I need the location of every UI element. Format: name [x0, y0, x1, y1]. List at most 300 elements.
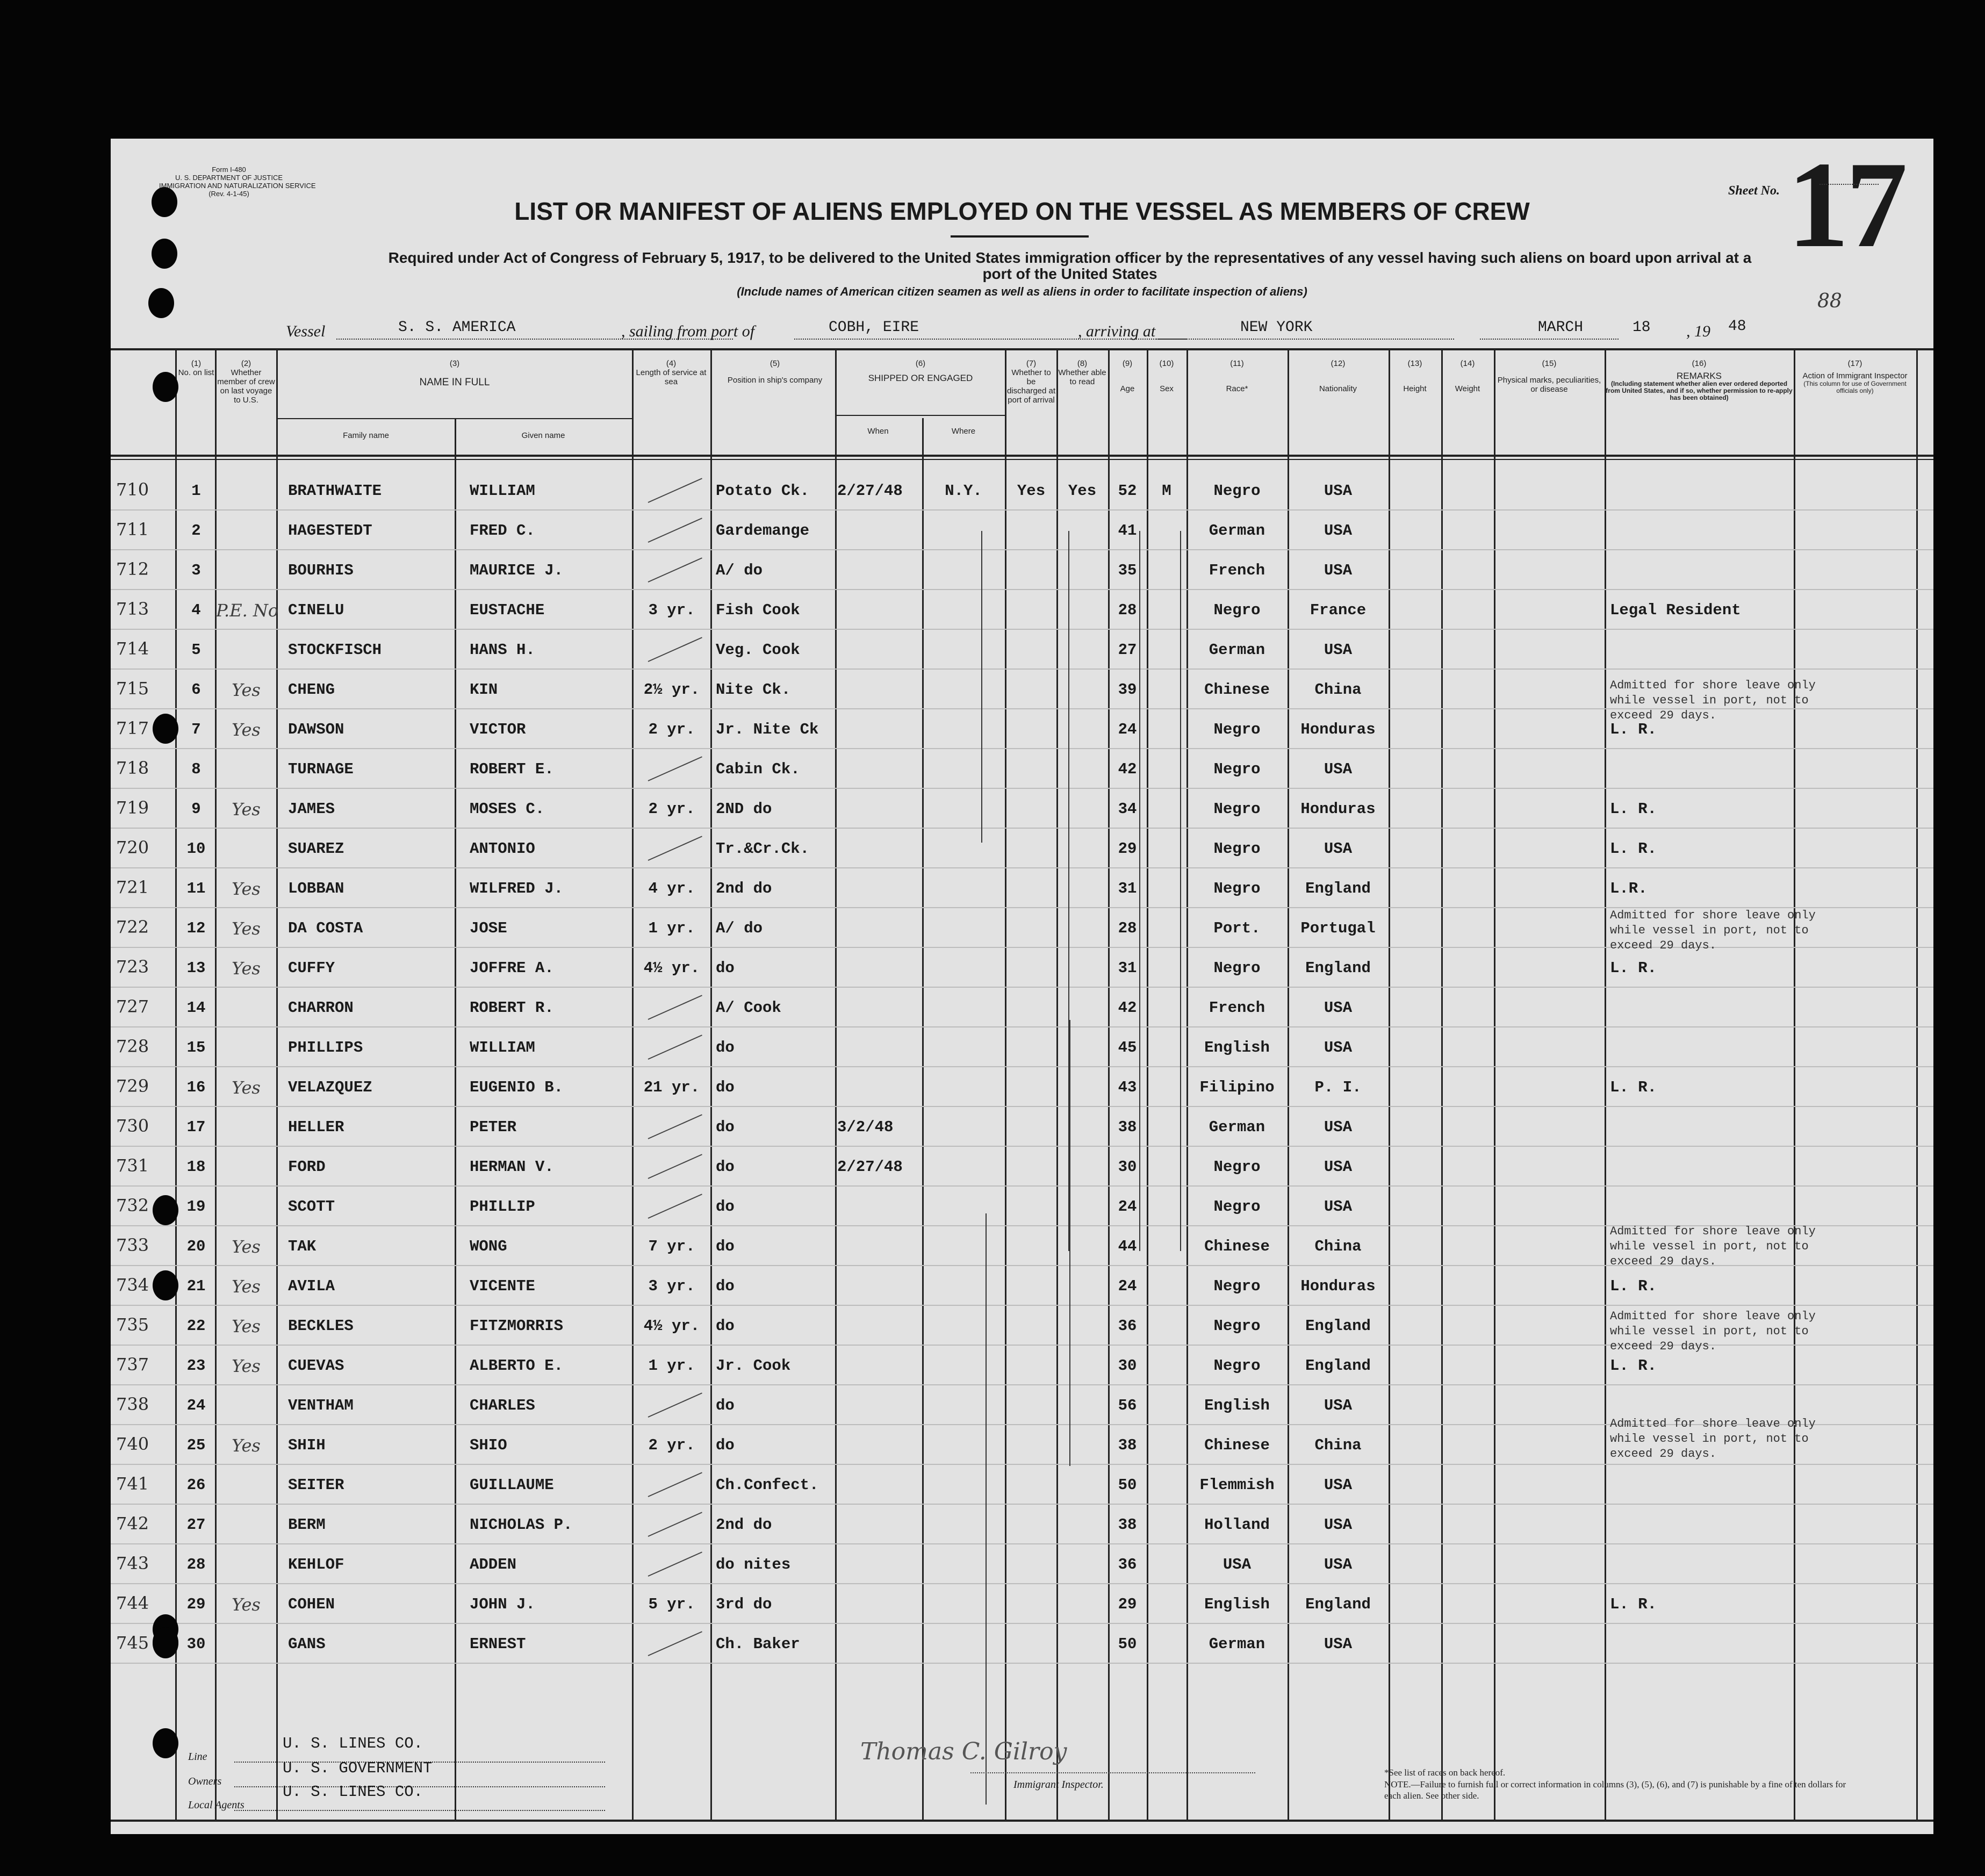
cell-where: [922, 1314, 1005, 1338]
header-weight: (14) Weight: [1455, 359, 1480, 393]
cell-family: AVILA: [288, 1277, 335, 1295]
cell-position: do: [716, 1317, 735, 1335]
cell-prev: [216, 996, 276, 1020]
cell-where: [922, 957, 1005, 980]
table-row: [111, 1188, 1933, 1226]
cell-no: 11: [186, 880, 206, 897]
cell-when: 2/27/48: [837, 1158, 903, 1176]
margin-line-number: 734: [116, 1275, 149, 1295]
cell-position: Veg. Cook: [716, 641, 800, 659]
margin-line-number: 728: [116, 1036, 149, 1056]
cell-no: 13: [186, 959, 206, 977]
cell-read: [1056, 519, 1108, 543]
cell-given: JOFFRE A.: [470, 959, 554, 977]
cell-race: Negro: [1213, 880, 1261, 897]
cell-remarks: [1610, 1195, 1794, 1219]
cell-when: [837, 1513, 921, 1537]
cell-no: 24: [186, 1397, 206, 1414]
year-prefix: , 19: [1686, 322, 1710, 340]
cell-sex: [1147, 1354, 1186, 1378]
cell-where: [922, 797, 1005, 821]
cell-when: [837, 1553, 921, 1577]
shore-leave-note: Admitted for shore leave only while vessel in port, not to exceed 29 days.: [1610, 1310, 1816, 1353]
cell-nationality: USA: [1324, 1397, 1353, 1414]
header-discharged: (7) Whether to be discharged at port of arrival: [1006, 359, 1056, 405]
table-row: [111, 512, 1933, 550]
header-no-on-list: (1) No. on list: [178, 359, 214, 377]
cell-remarks: [1610, 1155, 1794, 1179]
cell-where: [922, 1434, 1005, 1457]
cell-no: 27: [186, 1516, 206, 1534]
cell-race: USA: [1222, 1556, 1252, 1573]
cell-position: A/ do: [716, 562, 763, 579]
cell-prev: Yes: [232, 1356, 261, 1376]
table-row: [111, 830, 1933, 868]
cell-no: 9: [191, 800, 201, 818]
cell-age: 50: [1118, 1635, 1137, 1653]
row-rule: [111, 1663, 1933, 1664]
cell-family: SCOTT: [288, 1198, 335, 1216]
cell-read: [1056, 678, 1108, 702]
cell-remarks: [1610, 1394, 1794, 1418]
cell-when: [837, 519, 921, 543]
cell-nationality: Honduras: [1300, 721, 1376, 738]
cell-discharged: [1006, 1314, 1056, 1338]
margin-line-number: 742: [116, 1513, 149, 1534]
cell-remarks: [1610, 1633, 1794, 1656]
cell-when: [837, 1354, 921, 1378]
cell-discharged: [1006, 1155, 1056, 1179]
cell-service: 1 yr.: [648, 919, 695, 937]
cell-age: 31: [1118, 959, 1137, 977]
cell-no: 15: [186, 1039, 206, 1056]
cell-family: BRATHWAITE: [288, 482, 382, 500]
cell-read: [1056, 1354, 1108, 1378]
cell-where: [922, 1036, 1005, 1060]
cell-read: [1056, 718, 1108, 742]
cell-when: [837, 877, 921, 901]
cell-race: English: [1204, 1595, 1270, 1613]
arrival-day: 18: [1632, 319, 1651, 336]
cell-no: 25: [186, 1436, 206, 1454]
cell-race: German: [1209, 522, 1265, 540]
cell-prev: Yes: [232, 680, 261, 700]
cell-service: 3 yr.: [648, 601, 695, 619]
cell-when: [837, 559, 921, 583]
row-rule: [111, 1504, 1933, 1505]
cell-nationality: USA: [1324, 1516, 1353, 1534]
cell-position: Potato Ck.: [716, 482, 810, 500]
table-header-rule: [111, 455, 1933, 457]
cell-discharged: [1006, 1076, 1056, 1099]
cell-sex: [1147, 1434, 1186, 1457]
cell-discharged: [1006, 957, 1056, 980]
margin-line-number: 743: [116, 1553, 149, 1573]
cell-nationality: England: [1305, 1595, 1371, 1613]
cell-age: 39: [1118, 681, 1137, 699]
cell-where: [922, 1155, 1005, 1179]
cell-family: STOCKFISCH: [288, 641, 382, 659]
cell-read: [1056, 1633, 1108, 1656]
cell-no: 21: [186, 1277, 206, 1295]
cell-race: Chinese: [1204, 681, 1270, 699]
cell-race: French: [1209, 999, 1265, 1017]
cell-position: do: [716, 1118, 735, 1136]
header-remarks: (16) REMARKS (Including statement whether alien ever ordered deported from United States, and if so, whether permission to re-apply has been obtained): [1606, 359, 1793, 401]
cell-prev: [216, 1036, 276, 1060]
cell-race: Chinese: [1204, 1436, 1270, 1454]
cell-nationality: USA: [1324, 760, 1353, 778]
cell-read: [1056, 1076, 1108, 1099]
margin-line-number: 723: [116, 957, 149, 977]
header-race: (11) Race*: [1226, 359, 1248, 393]
cell-position: do: [716, 1397, 735, 1414]
cell-prev: [216, 758, 276, 781]
cell-family: DA COSTA: [288, 919, 363, 937]
margin-line-number: 717: [116, 718, 149, 738]
line-value: U. S. LINES CO.: [283, 1735, 423, 1752]
row-rule: [111, 788, 1933, 789]
cell-given: FITZMORRIS: [470, 1317, 564, 1335]
shore-leave-note: Admitted for shore leave only while vessel in port, not to exceed 29 days.: [1610, 1417, 1816, 1461]
cell-position: do: [716, 1158, 735, 1176]
cell-age: 50: [1118, 1476, 1137, 1494]
cell-age: 45: [1118, 1039, 1137, 1056]
cell-service: 4 yr.: [648, 880, 695, 897]
cell-read: [1056, 877, 1108, 901]
cell-remarks: L. R.: [1610, 840, 1657, 858]
cell-given: EUSTACHE: [470, 601, 545, 619]
cell-prev: [216, 1553, 276, 1577]
shipped-subheader-rule: [835, 415, 1006, 416]
vessel-label: Vessel: [286, 322, 326, 340]
cell-prev: Yes: [232, 1316, 261, 1336]
cell-read: [1056, 1036, 1108, 1060]
cell-nationality: France: [1310, 601, 1367, 619]
cell-race: German: [1209, 1635, 1265, 1653]
cell-remarks: [1610, 1116, 1794, 1139]
cell-family: CHARRON: [288, 999, 354, 1017]
cell-when: 2/27/48: [837, 482, 903, 500]
margin-line-number: 733: [116, 1235, 149, 1255]
cell-discharged: [1006, 559, 1056, 583]
cell-nationality: P. I.: [1314, 1079, 1362, 1096]
cell-nationality: USA: [1324, 1635, 1353, 1653]
cell-position: Jr. Nite Ck: [716, 721, 819, 738]
cell-read: [1056, 1593, 1108, 1616]
cell-service: 2 yr.: [648, 800, 695, 818]
cell-family: KEHLOF: [288, 1556, 344, 1573]
cell-age: 24: [1118, 721, 1137, 738]
cell-age: 36: [1118, 1317, 1137, 1335]
table-row: [111, 631, 1933, 670]
cell-where: [922, 1354, 1005, 1378]
cell-remarks: [1610, 1513, 1794, 1537]
cell-no: 6: [191, 681, 201, 699]
cell-family: CHENG: [288, 681, 335, 699]
agents-value: U. S. LINES CO.: [283, 1783, 423, 1801]
cell-discharged: [1006, 1394, 1056, 1418]
row-rule: [111, 1106, 1933, 1107]
cell-race: Negro: [1213, 1357, 1261, 1375]
row-rule: [111, 1185, 1933, 1187]
cell-remarks: L. R.: [1610, 1079, 1657, 1096]
cell-read: [1056, 1474, 1108, 1497]
cell-nationality: USA: [1324, 840, 1353, 858]
cell-when: [837, 1314, 921, 1338]
cell-family: CUEVAS: [288, 1357, 344, 1375]
cell-no: 20: [186, 1238, 206, 1255]
cell-no: 12: [186, 919, 206, 937]
cell-family: SUAREZ: [288, 840, 344, 858]
cell-discharged: [1006, 1474, 1056, 1497]
table-row: [111, 1466, 1933, 1505]
cell-age: 35: [1118, 562, 1137, 579]
cell-nationality: USA: [1324, 999, 1353, 1017]
cell-where: [922, 996, 1005, 1020]
cell-age: 34: [1118, 800, 1137, 818]
cell-discharged: [1006, 1116, 1056, 1139]
cell-read: [1056, 559, 1108, 583]
margin-line-number: 730: [116, 1116, 149, 1136]
cell-read: [1056, 797, 1108, 821]
cell-discharged: [1006, 1553, 1056, 1577]
cell-when: [837, 1434, 921, 1457]
cell-no: 7: [191, 721, 201, 738]
margin-line-number: 737: [116, 1354, 149, 1375]
table-row: [111, 949, 1933, 988]
cell-discharged: [1006, 638, 1056, 662]
cell-no: 18: [186, 1158, 206, 1176]
cell-discharged: [1006, 519, 1056, 543]
cell-given: SHIO: [470, 1436, 507, 1454]
cell-given: HERMAN V.: [470, 1158, 554, 1176]
row-rule: [111, 549, 1933, 550]
cell-age: 43: [1118, 1079, 1137, 1096]
header-length-of-service: (4) Length of service at sea: [636, 359, 707, 386]
cell-where: [922, 758, 1005, 781]
cell-given: VICENTE: [470, 1277, 535, 1295]
cell-discharged: [1006, 877, 1056, 901]
form-identification: [159, 166, 316, 198]
cell-when: [837, 678, 921, 702]
cell-when: [837, 996, 921, 1020]
cell-when: [837, 1076, 921, 1099]
cell-where: [922, 1116, 1005, 1139]
penalty-note: NOTE.—Failure to furnish full or correct information in columns (3), (5), (6), and (7) is punishable by a fine of ten dollars for each alien. See other side.: [1384, 1779, 1846, 1801]
cell-family: GANS: [288, 1635, 326, 1653]
cell-prev: [216, 559, 276, 583]
sailing-port: COBH, EIRE: [829, 319, 919, 336]
cell-given: CHARLES: [470, 1397, 535, 1414]
row-rule: [111, 987, 1933, 988]
cell-given: JOHN J.: [470, 1595, 535, 1613]
cell-nationality: USA: [1324, 1118, 1353, 1136]
cell-where: N.Y.: [945, 482, 982, 500]
cell-where: [922, 1275, 1005, 1298]
cell-given: WILLIAM: [470, 1039, 535, 1056]
cell-nationality: China: [1314, 1238, 1362, 1255]
cell-no: 3: [191, 562, 201, 579]
table-row: [111, 750, 1933, 789]
cell-nationality: England: [1305, 959, 1371, 977]
header-height: (13) Height: [1403, 359, 1427, 393]
punch-hole: [153, 372, 178, 402]
margin-line-number: 710: [116, 479, 149, 500]
row-rule: [111, 669, 1933, 670]
arrival-port: NEW YORK: [1240, 319, 1313, 336]
cell-remarks: [1610, 1036, 1794, 1060]
cell-age: 42: [1118, 999, 1137, 1017]
cell-read: Yes: [1068, 482, 1097, 500]
cell-no: 17: [186, 1118, 206, 1136]
cell-sex: [1147, 1553, 1186, 1577]
margin-line-number: 745: [116, 1633, 149, 1653]
cell-given: JOSE: [470, 919, 507, 937]
header-position: (5) Position in ship's company: [727, 359, 823, 385]
row-rule: [111, 1583, 1933, 1584]
cell-nationality: England: [1305, 1317, 1371, 1335]
cell-prev: [216, 837, 276, 861]
cell-when: [837, 1195, 921, 1219]
cell-discharged: [1006, 917, 1056, 940]
vessel-name: S. S. AMERICA: [398, 319, 516, 336]
cell-given: PETER: [470, 1118, 517, 1136]
cell-discharged: [1006, 1354, 1056, 1378]
cell-when: [837, 1275, 921, 1298]
table-row: [111, 1585, 1933, 1624]
ditto-line: [1069, 1020, 1070, 1466]
cell-remarks: [1610, 758, 1794, 781]
cell-family: COHEN: [288, 1595, 335, 1613]
cell-given: WILLIAM: [470, 482, 535, 500]
form-note: (Include names of American citizen seamen as well as aliens in order to facilitate inspection of aliens): [737, 285, 1307, 298]
cell-age: 42: [1118, 760, 1137, 778]
cell-remarks: [1610, 638, 1794, 662]
margin-line-number: 744: [116, 1593, 149, 1613]
cell-discharged: [1006, 837, 1056, 861]
cell-service: 4½ yr.: [643, 1317, 700, 1335]
cell-given: MOSES C.: [470, 800, 545, 818]
cell-service: 1 yr.: [648, 1357, 695, 1375]
cell-position: 3rd do: [716, 1595, 772, 1613]
cell-family: SEITER: [288, 1476, 344, 1494]
cell-family: HAGESTEDT: [288, 522, 372, 540]
line-label: Line: [188, 1751, 207, 1763]
header-shipped-engaged: (6) SHIPPED OR ENGAGED: [868, 359, 973, 383]
table-top-rule: [111, 348, 1933, 350]
row-rule: [111, 748, 1933, 749]
cell-position: Ch.Confect.: [716, 1476, 819, 1494]
cell-prev: P.E. No: [216, 600, 279, 621]
cell-race: Port.: [1213, 919, 1261, 937]
cell-family: LOBBAN: [288, 880, 344, 897]
cell-remarks: L. R.: [1610, 959, 1657, 977]
row-rule: [111, 1543, 1933, 1544]
table-row: [111, 869, 1933, 908]
cell-nationality: China: [1314, 1436, 1362, 1454]
cell-prev: [216, 1394, 276, 1418]
cell-no: 29: [186, 1595, 206, 1613]
cell-race: Negro: [1213, 1277, 1261, 1295]
cell-position: do: [716, 1238, 735, 1255]
margin-line-number: 732: [116, 1195, 149, 1216]
table-row: [111, 1546, 1933, 1584]
cell-prev: Yes: [232, 1077, 261, 1098]
cell-sex: [1147, 1394, 1186, 1418]
cell-where: [922, 559, 1005, 583]
cell-sex: M: [1162, 482, 1171, 500]
header-able-to-read: (8) Whether able to read: [1058, 359, 1106, 386]
cell-given: VICTOR: [470, 721, 526, 738]
cell-given: KIN: [470, 681, 498, 699]
cell-age: 28: [1118, 919, 1137, 937]
table-row: [111, 551, 1933, 590]
cell-when: [837, 837, 921, 861]
margin-line-number: 714: [116, 638, 149, 659]
cell-family: CUFFY: [288, 959, 335, 977]
cell-prev: [216, 1155, 276, 1179]
cell-nationality: USA: [1324, 1039, 1353, 1056]
cell-family: TURNAGE: [288, 760, 354, 778]
punch-hole: [153, 1728, 178, 1758]
cell-read: [1056, 1235, 1108, 1259]
cell-prev: Yes: [232, 720, 261, 740]
cell-where: [922, 917, 1005, 940]
cell-discharged: [1006, 599, 1056, 622]
cell-position: A/ Cook: [716, 999, 781, 1017]
sheet-number-label: Sheet No.: [1728, 184, 1780, 198]
cell-position: 2ND do: [716, 800, 772, 818]
cell-discharged: [1006, 797, 1056, 821]
cell-race: English: [1204, 1397, 1270, 1414]
table-row: [111, 591, 1933, 630]
table-bottom-rule: [111, 1820, 1933, 1822]
cell-when: [837, 599, 921, 622]
header-physical-marks: (15) Physical marks, peculiarities, or disease: [1497, 359, 1601, 394]
cell-prev: [216, 1513, 276, 1537]
cell-prev: Yes: [232, 958, 261, 979]
cell-no: 28: [186, 1556, 206, 1573]
cell-read: [1056, 1553, 1108, 1577]
cell-race: French: [1209, 562, 1265, 579]
cell-read: [1056, 1394, 1108, 1418]
form-number: Form I-480: [212, 166, 246, 174]
header-where: Where: [951, 427, 976, 436]
cell-remarks: [1610, 996, 1794, 1020]
sailing-label: , sailing from port of: [621, 322, 755, 340]
cell-sex: [1147, 1314, 1186, 1338]
cell-position: Ch. Baker: [716, 1635, 800, 1653]
ditto-line: [1180, 531, 1181, 1251]
cell-race: Negro: [1213, 800, 1261, 818]
cell-remarks: L. R.: [1610, 1357, 1657, 1375]
cell-no: 30: [186, 1635, 206, 1653]
cell-race: Negro: [1213, 1158, 1261, 1176]
cell-where: [922, 1235, 1005, 1259]
cell-where: [922, 1474, 1005, 1497]
cell-age: 30: [1118, 1357, 1137, 1375]
table-row: [111, 1068, 1933, 1107]
cell-age: 30: [1118, 1158, 1137, 1176]
form-subtitle-2: port of the United States: [982, 265, 1157, 282]
cell-read: [1056, 837, 1108, 861]
row-rule: [111, 1026, 1933, 1027]
ditto-line: [981, 531, 982, 843]
cell-nationality: USA: [1324, 1198, 1353, 1216]
cell-remarks: L. R.: [1610, 721, 1657, 738]
cell-remarks: [1610, 479, 1794, 503]
